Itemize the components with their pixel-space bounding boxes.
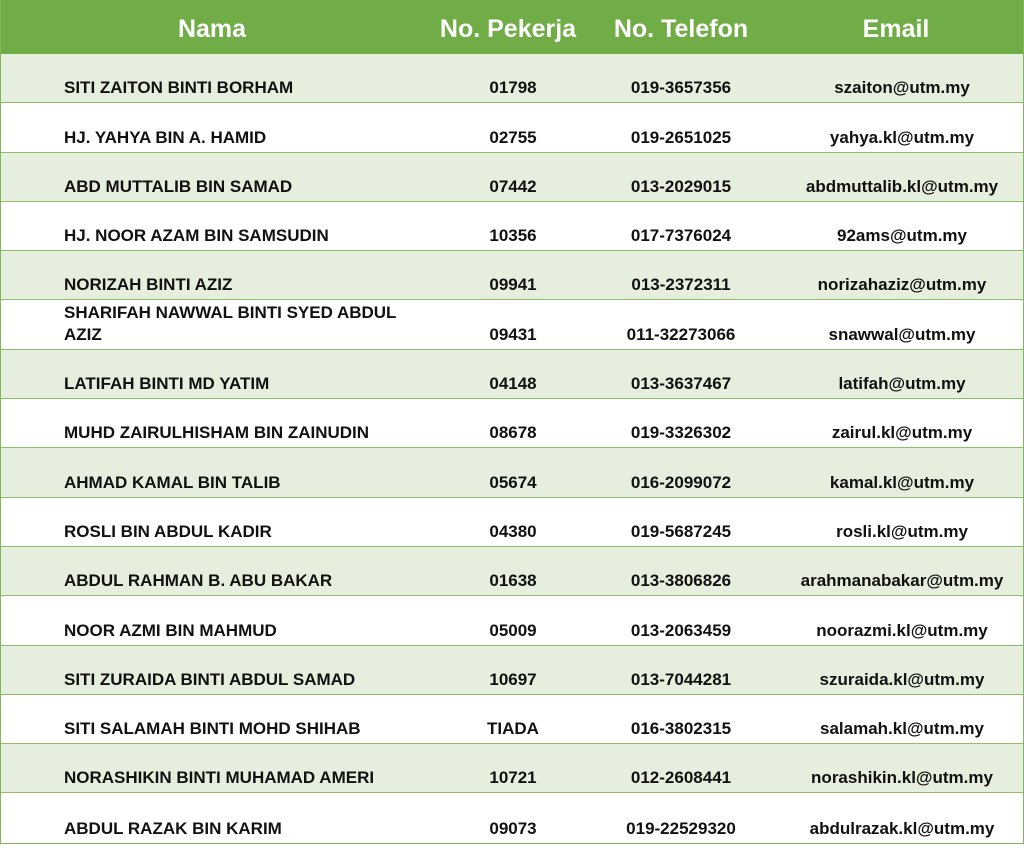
cell-email: kamal.kl@utm.my bbox=[829, 472, 975, 492]
table-row bbox=[1, 202, 1023, 251]
cell-email: noorazmi.kl@utm.my bbox=[816, 620, 988, 640]
cell-nama: SITI ZURAIDA BINTI ABDUL SAMAD bbox=[64, 669, 356, 689]
cell-email: abdmuttalib.kl@utm.my bbox=[805, 176, 999, 196]
table-row bbox=[1, 448, 1023, 497]
cell-no-telefon: 013-7044281 bbox=[630, 669, 732, 689]
table-row bbox=[1, 54, 1023, 103]
cell-nama: ABDUL RAZAK BIN KARIM bbox=[64, 818, 282, 838]
header-email: Email bbox=[862, 15, 930, 43]
cell-email: rosli.kl@utm.my bbox=[836, 521, 968, 541]
cell-email: yahya.kl@utm.my bbox=[829, 127, 975, 147]
cell-email: szaiton@utm.my bbox=[834, 78, 970, 98]
cell-email: abdulrazak.kl@utm.my bbox=[809, 818, 995, 838]
cell-no-telefon: 019-5687245 bbox=[630, 521, 732, 541]
cell-nama: MUHD ZAIRULHISHAM BIN ZAINUDIN bbox=[64, 423, 370, 443]
cell-email: 92ams@utm.my bbox=[837, 226, 967, 246]
cell-no-pekerja: 09431 bbox=[489, 324, 537, 344]
cell-no-telefon: 019-22529320 bbox=[626, 818, 736, 838]
table-row bbox=[1, 350, 1023, 399]
cell-nama: AHMAD KAMAL BIN TALIB bbox=[64, 472, 281, 492]
cell-email: arahmanabakar@utm.my bbox=[800, 571, 1004, 591]
table-row bbox=[1, 695, 1023, 744]
table-row bbox=[1, 646, 1023, 695]
cell-nama: ABD MUTTALIB BIN SAMAD bbox=[64, 176, 293, 196]
cell-nama: NOOR AZMI BIN MAHMUD bbox=[64, 620, 277, 640]
cell-nama: ABDUL RAHMAN B. ABU BAKAR bbox=[64, 571, 333, 591]
cell-email: latifah@utm.my bbox=[838, 374, 966, 394]
cell-no-pekerja: 02755 bbox=[489, 127, 537, 147]
table-row bbox=[1, 103, 1023, 152]
table-row bbox=[1, 547, 1023, 596]
cell-email: norashikin.kl@utm.my bbox=[811, 768, 993, 788]
cell-nama: SITI ZAITON BINTI BORHAM bbox=[64, 78, 294, 98]
cell-email: snawwal@utm.my bbox=[828, 324, 976, 344]
cell-no-pekerja: 04148 bbox=[489, 374, 537, 394]
table-row bbox=[1, 744, 1023, 793]
table-row bbox=[1, 498, 1023, 547]
cell-email: szuraida.kl@utm.my bbox=[819, 669, 985, 689]
header-nama: Nama bbox=[177, 15, 247, 43]
cell-no-telefon: 012-2608441 bbox=[630, 768, 732, 788]
table-row bbox=[1, 793, 1023, 842]
cell-email: salamah.kl@utm.my bbox=[820, 719, 984, 739]
cell-no-telefon: 013-3806826 bbox=[630, 571, 732, 591]
cell-no-pekerja: 10697 bbox=[489, 669, 537, 689]
cell-no-telefon: 016-3802315 bbox=[630, 719, 732, 739]
cell-no-pekerja: 10356 bbox=[489, 226, 537, 246]
cell-no-telefon: 013-2372311 bbox=[631, 275, 731, 295]
cell-email: norizahaziz@utm.my bbox=[817, 275, 987, 295]
table-row bbox=[1, 153, 1023, 202]
cell-no-pekerja: 07442 bbox=[489, 176, 537, 196]
cell-no-pekerja: 01798 bbox=[489, 78, 537, 98]
cell-no-telefon: 019-3326302 bbox=[630, 423, 732, 443]
table-row bbox=[1, 251, 1023, 300]
cell-nama: HJ. YAHYA BIN A. HAMID bbox=[64, 127, 267, 147]
cell-nama: NORASHIKIN BINTI MUHAMAD AMERI bbox=[64, 768, 375, 788]
header-no-telefon: No. Telefon bbox=[613, 15, 749, 43]
cell-email: zairul.kl@utm.my bbox=[831, 423, 973, 443]
cell-nama: SHARIFAH NAWWAL BINTI SYED ABDUL AZIZ bbox=[64, 302, 397, 344]
cell-no-telefon: 011-32273066 bbox=[626, 324, 736, 344]
table-row bbox=[1, 596, 1023, 645]
cell-no-pekerja: 08678 bbox=[489, 423, 537, 443]
cell-no-telefon: 016-2099072 bbox=[630, 472, 732, 492]
cell-nama: SITI SALAMAH BINTI MOHD SHIHAB bbox=[64, 719, 361, 739]
cell-nama: LATIFAH BINTI MD YATIM bbox=[64, 374, 270, 394]
cell-no-pekerja: 10721 bbox=[489, 768, 537, 788]
table-row bbox=[1, 399, 1023, 448]
table-row bbox=[1, 300, 1023, 349]
cell-no-pekerja: 05009 bbox=[489, 620, 537, 640]
cell-no-telefon: 013-2029015 bbox=[630, 176, 732, 196]
cell-no-pekerja: 05674 bbox=[489, 472, 537, 492]
cell-no-pekerja: TIADA bbox=[487, 719, 539, 739]
table-header-row bbox=[1, 0, 1023, 54]
cell-no-pekerja: 01638 bbox=[489, 571, 537, 591]
cell-no-telefon: 019-2651025 bbox=[630, 127, 732, 147]
cell-no-telefon: 017-7376024 bbox=[630, 226, 732, 246]
cell-no-pekerja: 04380 bbox=[489, 521, 537, 541]
cell-no-pekerja: 09073 bbox=[489, 818, 537, 838]
cell-nama: HJ. NOOR AZAM BIN SAMSUDIN bbox=[64, 226, 329, 246]
cell-no-telefon: 013-2063459 bbox=[630, 620, 732, 640]
cell-no-telefon: 013-3637467 bbox=[630, 374, 732, 394]
cell-no-telefon: 019-3657356 bbox=[630, 78, 732, 98]
cell-no-pekerja: 09941 bbox=[489, 275, 537, 295]
header-no-pekerja: No. Pekerja bbox=[439, 15, 577, 43]
cell-nama: NORIZAH BINTI AZIZ bbox=[64, 275, 233, 295]
cell-nama: ROSLI BIN ABDUL KADIR bbox=[64, 521, 272, 541]
table-body bbox=[1, 54, 1023, 843]
